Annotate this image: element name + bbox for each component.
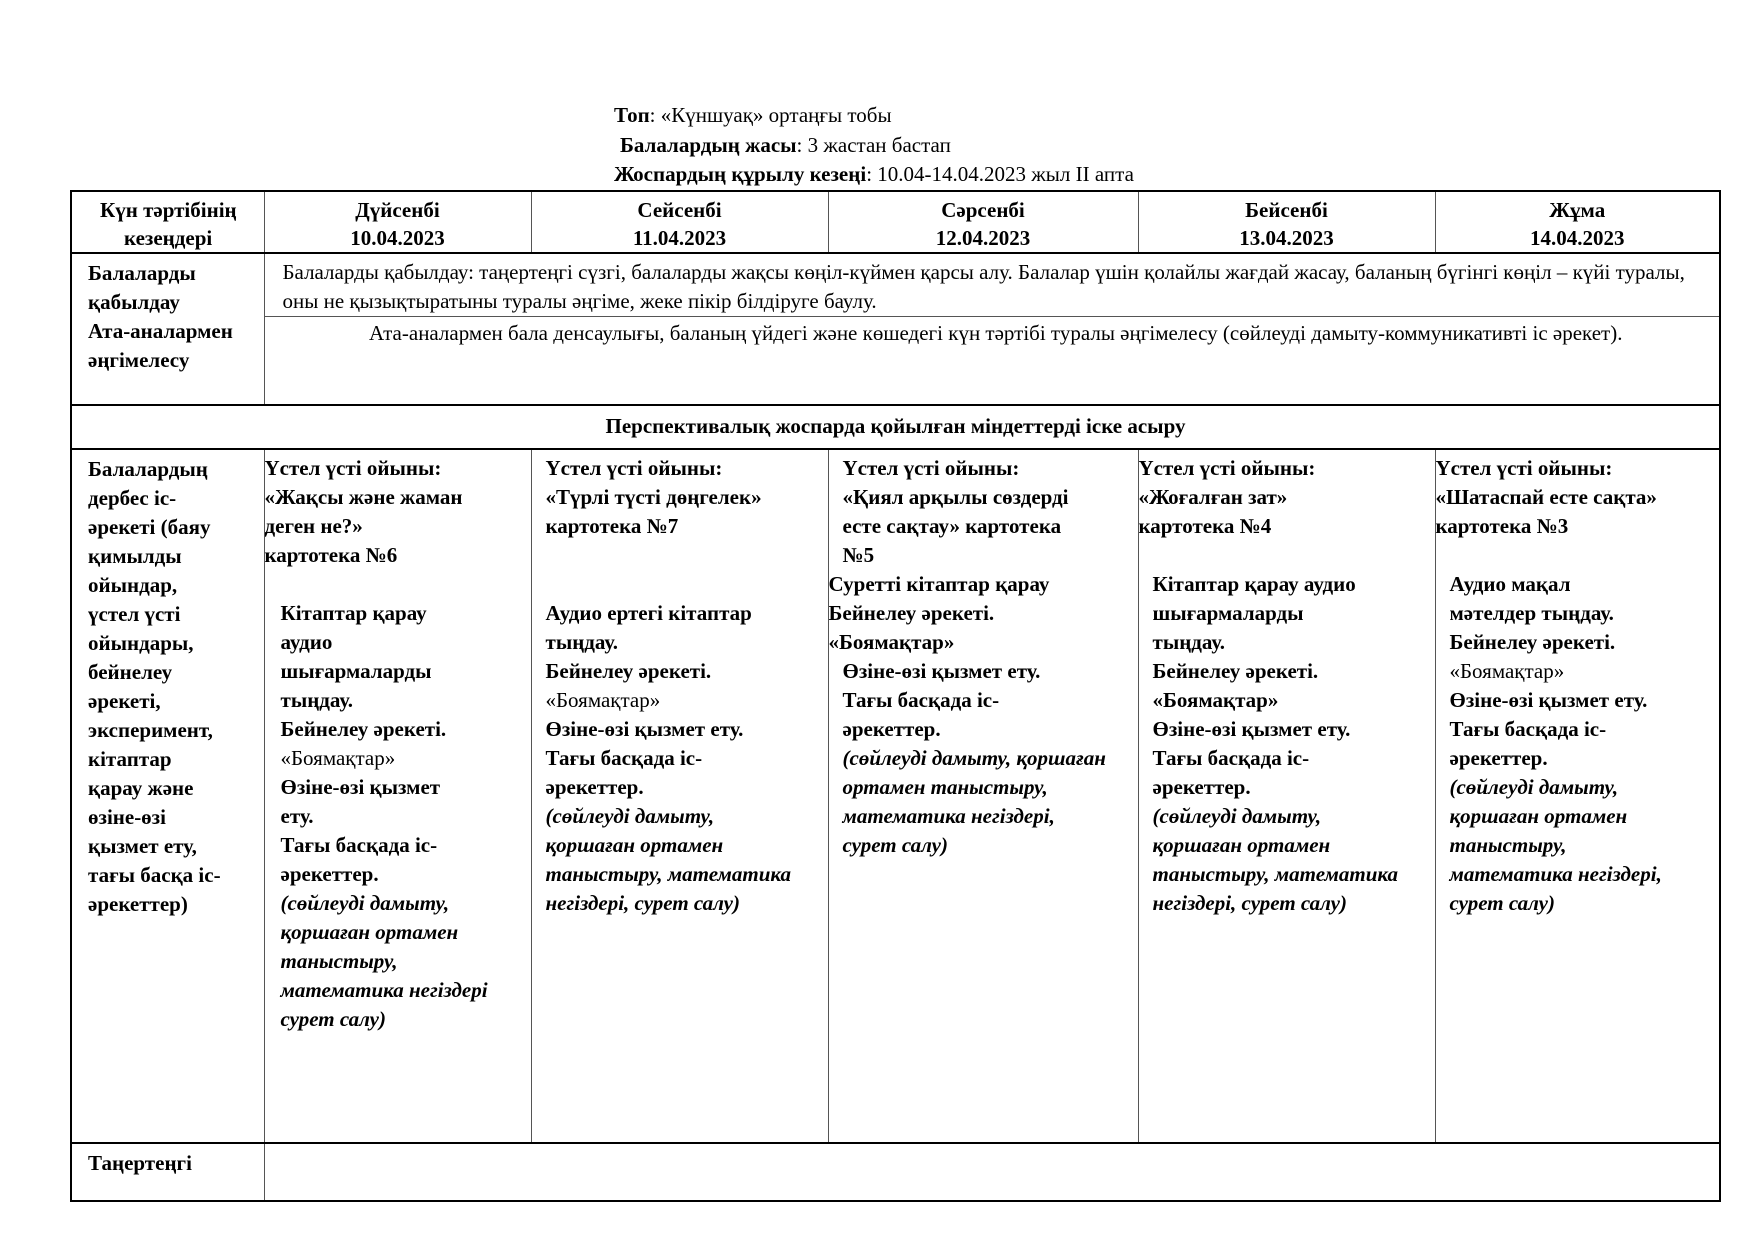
activity-label-line: дербес іс- (88, 485, 177, 510)
activity-body-line: әрекеттер. (1449, 745, 1548, 770)
activity-body-line: Бейнелеу әрекеті. (545, 658, 712, 683)
morning-label: Таңертеңгі (71, 1143, 264, 1201)
activity-coloring-text: «Боямақтар» (280, 745, 396, 770)
parents-talk-text: Ата-аналармен бала денсаулығы, баланың үйдегі және көшедегі күн тәртібі туралы әңгімелесу (сөйлеуді дамыту-коммуникативті іс әрекет). (264, 317, 1720, 405)
activity-areas-line: математика негіздері, (842, 803, 1055, 828)
activity-body-line: ету. (280, 803, 314, 828)
age-label: Балалардың жасы (620, 133, 797, 157)
activity-head-line: картотека №6 (264, 542, 398, 567)
spacer (265, 570, 531, 599)
period-value: : 10.04-14.04.2023 жыл II апта (866, 162, 1134, 186)
day-date: 10.04.2023 (350, 226, 445, 250)
activity-body-line: әрекеттер. (545, 774, 644, 799)
activity-coloring-text: «Боямақтар» (1449, 658, 1565, 683)
spacer (1436, 541, 1720, 570)
activity-cell-mon (264, 449, 531, 1143)
activity-head-line: Үстел үсті ойыны: (264, 455, 442, 480)
activity-label-line: қызмет ету, (88, 833, 197, 858)
activity-label-line: бейнелеу (88, 659, 173, 684)
activity-body-line: әрекеттер. (842, 716, 941, 741)
activity-row (71, 449, 1720, 1143)
activity-body-line: Аудио ертегі кітаптар (545, 600, 752, 625)
activity-body-line: Бейнелеу әрекеті. (1449, 629, 1616, 654)
day-date: 14.04.2023 (1530, 226, 1625, 250)
reception-label-line: әңгімелесу (88, 348, 190, 372)
activity-body-line: әрекеттер. (1152, 774, 1251, 799)
activity-label-line: эксперимент, (88, 717, 213, 742)
reception-label (71, 253, 264, 405)
activity-label-line: ойындары, (88, 630, 194, 655)
schedule-stages-header (71, 191, 264, 253)
activity-body-line: тыңдау. (1152, 629, 1226, 654)
activity-body-line: Бейнелеу әрекеті. (828, 600, 995, 625)
group-line (614, 101, 892, 129)
group-label: Топ (614, 103, 650, 127)
activity-label-line: қарау және (88, 775, 194, 800)
activity-body-line: Тағы басқада іс- (545, 745, 703, 770)
activity-body-line: Өзіне-өзі қызмет ету. (545, 716, 744, 741)
activity-head-line: картотека №7 (545, 513, 679, 538)
activity-areas-line: (сөйлеуді дамыту, (1449, 774, 1619, 799)
reception-text: Балаларды қабылдау: таңертеңгі сүзгі, балаларды жақсы көңіл-күймен қарсы алу. Балалар үшін қолайлы жағдай жасау, баланың бүгінгі көңіл – күйі туралы, оны не қызықтыратыны туралы әңгіме, жеке пікір білдіруге баулу. (264, 253, 1720, 317)
activity-areas-line: таныстыру, (1449, 832, 1567, 857)
activity-body-line: Өзіне-өзі қызмет ету. (1152, 716, 1351, 741)
morning-content (264, 1143, 1720, 1201)
activity-body-line: «Боямақтар» (1152, 687, 1279, 712)
activity-cell-fri (1435, 449, 1720, 1143)
activity-label-line: тағы басқа іс- (88, 862, 221, 887)
reception-label-line: Ата-аналармен (88, 319, 233, 343)
activity-body-line: аудио (280, 629, 333, 654)
activity-head-line: есте сақтау» картотека (842, 513, 1062, 538)
activity-label-line: әрекеттер) (88, 891, 188, 916)
activity-body-line: Өзіне-өзі қызмет ету. (1449, 687, 1648, 712)
perspective-row (71, 405, 1720, 449)
period-label: Жоспардың құрылу кезеңі (614, 162, 867, 186)
activity-areas-line: сурет салу) (280, 1006, 386, 1031)
activity-body-line: Кітаптар қарау (280, 600, 427, 625)
activity-areas-line: (сөйлеуді дамыту, (545, 803, 715, 828)
activity-body-line: Тағы басқада іс- (1152, 745, 1310, 770)
activity-label (71, 449, 264, 1143)
activity-body-line: тыңдау. (545, 629, 619, 654)
activity-head-line: деген не?» (264, 513, 363, 538)
period-line (614, 160, 1134, 188)
activity-body-line: Кітаптар қарау аудио (1152, 571, 1356, 596)
activity-areas-line: математика негіздері, (1449, 861, 1662, 886)
activity-label-line: Балалардың (88, 456, 208, 481)
activity-body-line: Бейнелеу әрекеті. (280, 716, 447, 741)
activity-cell-thu (1138, 449, 1435, 1143)
activity-head-line: Үстел үсті ойыны: (842, 455, 1020, 480)
activity-body-line: Өзіне-өзі қызмет ету. (842, 658, 1041, 683)
activity-label-line: ойындар, (88, 572, 178, 597)
activity-areas-line: таныстыру, математика (545, 861, 792, 886)
activity-coloring-text: «Боямақтар» (545, 687, 661, 712)
activity-body-line: Тағы басқада іс- (1449, 716, 1607, 741)
activity-areas-line: қоршаған ортамен (545, 832, 724, 857)
activity-body-line: «Боямақтар» (828, 629, 955, 654)
day-date: 12.04.2023 (935, 226, 1031, 250)
activity-head-line: Үстел үсті ойыны: (545, 455, 723, 480)
activity-head-line: «Жоғалған зат» (1138, 484, 1288, 509)
activity-body-line: тыңдау. (280, 687, 354, 712)
day-header-fri (1435, 191, 1720, 253)
activity-body-line: мәтелдер тыңдау. (1449, 600, 1614, 625)
activity-body-line: Бейнелеу әрекеті. (1152, 658, 1319, 683)
activity-areas-line: (сөйлеуді дамыту, (1152, 803, 1322, 828)
activity-body-line: Өзіне-өзі қызмет (280, 774, 441, 799)
activity-body-line: Аудио мақал (1449, 571, 1571, 596)
reception-label-line: Балаларды (88, 261, 196, 285)
activity-areas-line: таныстыру, (280, 948, 398, 973)
day-name: Жұма (1549, 198, 1606, 222)
activity-label-line: қимылды (88, 543, 182, 568)
activity-head-line: картотека №3 (1435, 513, 1569, 538)
activity-head-line: картотека №4 (1138, 513, 1272, 538)
day-name: Бейсенбі (1245, 198, 1328, 222)
activity-areas-line: (сөйлеуді дамыту, (280, 890, 450, 915)
activity-areas-line: ортамен таныстыру, (842, 774, 1048, 799)
schedule-stages-header-line1: Күн тәртібінің (100, 198, 237, 222)
schedule-stages-header-line2: кезеңдері (124, 226, 213, 250)
activity-body-line: әрекеттер. (280, 861, 379, 886)
activity-head-line: «Қиял арқылы сөздерді (842, 484, 1069, 509)
activity-areas-line: қоршаған ортамен (280, 919, 459, 944)
activity-areas-line: негіздері, сурет салу) (545, 890, 740, 915)
activity-areas-line: сурет салу) (842, 832, 948, 857)
activity-areas-line: (сөйлеуді дамыту, қоршаған (842, 745, 1106, 770)
weekly-plan-table (70, 190, 1721, 1202)
activity-areas-line: математика негіздері (280, 977, 488, 1002)
day-header-thu (1138, 191, 1435, 253)
reception-row (71, 253, 1720, 317)
activity-label-line: әрекеті, (88, 688, 161, 713)
activity-label-line: өзіне-өзі (88, 804, 166, 829)
activity-head-line: «Жақсы және жаман (264, 484, 463, 509)
spacer (1139, 541, 1435, 570)
activity-body-line: Суретті кітаптар қарау (828, 571, 1050, 596)
activity-body-line: шығармаларды (1152, 600, 1304, 625)
activity-areas-line: қоршаған ортамен (1152, 832, 1331, 857)
morning-row (71, 1143, 1720, 1201)
activity-head-line: «Түрлі түсті дөңгелек» (545, 484, 762, 509)
day-name: Дүйсенбі (355, 198, 440, 222)
activity-body-line: Тағы басқада іс- (280, 832, 438, 857)
spacer (546, 541, 828, 570)
parents-row (71, 317, 1720, 405)
spacer (546, 570, 828, 599)
activity-label-line: үстел үсті (88, 601, 181, 626)
day-date: 11.04.2023 (632, 226, 727, 250)
activity-head-line: «Шатаспай есте сақта» (1435, 484, 1657, 509)
activity-body-line: шығармаларды (280, 658, 432, 683)
reception-label-line: қабылдау (88, 290, 180, 314)
activity-areas-line: негіздері, сурет салу) (1152, 890, 1347, 915)
activity-areas-line: таныстыру, математика (1152, 861, 1399, 886)
table-header-row (71, 191, 1720, 253)
day-name: Сейсенбі (637, 198, 722, 222)
activity-label-line: кітаптар (88, 746, 172, 771)
age-value: : 3 жастан бастап (796, 133, 951, 157)
activity-label-line: әрекеті (баяу (88, 514, 211, 539)
activity-head-line: Үстел үсті ойыны: (1435, 455, 1613, 480)
activity-head-line: №5 (842, 542, 875, 567)
day-date: 13.04.2023 (1239, 226, 1334, 250)
activity-areas-line: сурет салу) (1449, 890, 1555, 915)
day-header-mon (264, 191, 531, 253)
activity-body-line: Тағы басқада іс- (842, 687, 1000, 712)
activity-areas-line: қоршаған ортамен (1449, 803, 1628, 828)
day-header-tue (531, 191, 828, 253)
group-value: : «Күншуақ» ортаңғы тобы (649, 103, 892, 127)
activity-cell-wed (828, 449, 1138, 1143)
age-line (620, 131, 951, 159)
day-header-wed (828, 191, 1138, 253)
activity-cell-tue (531, 449, 828, 1143)
perspective-title: Перспективалық жоспарда қойылған міндеттерді іске асыру (71, 405, 1720, 449)
day-name: Сәрсенбі (941, 198, 1025, 222)
activity-head-line: Үстел үсті ойыны: (1138, 455, 1316, 480)
